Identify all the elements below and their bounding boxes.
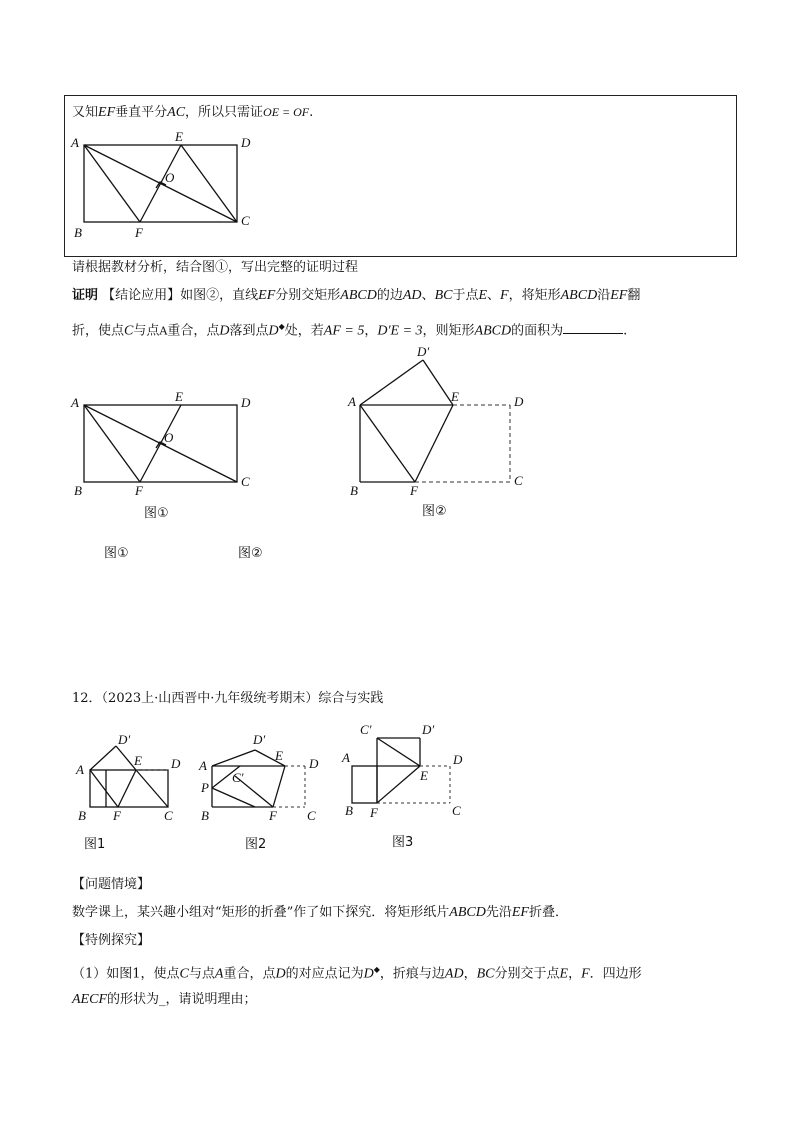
line-af (90, 770, 118, 807)
text-span: ，则矩形 (422, 323, 475, 339)
math-c: C (124, 323, 134, 339)
label-c: C (452, 803, 461, 818)
caption-fig-1-repeat: 图① (104, 546, 129, 561)
math-abcd: ABCD (340, 288, 377, 303)
math-ac: AC (167, 105, 186, 120)
answer-blank[interactable] (563, 321, 623, 334)
label-e: E (134, 753, 142, 768)
figure-3-small (340, 718, 480, 853)
caption-f3: 图3 (392, 835, 414, 850)
text-span: 垂直平分 (115, 105, 168, 120)
line-af (360, 405, 415, 482)
text-span: 折叠． (528, 905, 568, 920)
text-span: 、 (487, 288, 501, 303)
text-span: 翻 (627, 288, 641, 303)
answer-blank[interactable]: _ (159, 992, 166, 1007)
label-c: C (241, 213, 250, 228)
figure-1-small (70, 730, 190, 855)
label-d: D (514, 394, 524, 409)
section-title-special-case: 【特例探究】 (72, 933, 151, 948)
math-ef: EF (98, 105, 116, 120)
text-span: 重合，点 (223, 966, 276, 982)
label-d-prime: D′ (253, 732, 266, 747)
label-a: A (71, 135, 79, 150)
label-c: C (307, 808, 316, 823)
math-ad: AD (444, 966, 464, 982)
text-span: 沿 (597, 288, 611, 303)
label-e: E (451, 389, 459, 404)
conclusion-line-1 (72, 287, 640, 305)
label-o: O (164, 430, 174, 445)
text-span: 先沿 (485, 905, 512, 920)
math-ef: EF (610, 288, 628, 303)
text-span: ， (463, 966, 477, 982)
math-d: D (275, 966, 286, 982)
side-d-prime-e (116, 746, 136, 770)
label-f: F (370, 805, 378, 820)
text-span: ．四边形 (589, 966, 642, 982)
label-e: E (175, 389, 183, 404)
caption-fig-2: 图② (422, 504, 447, 519)
text-span: 与点 (133, 323, 160, 339)
math-d-prime: D (268, 323, 279, 339)
text-span: ，所以只需证 (185, 105, 264, 120)
diagonal (377, 738, 420, 766)
box-figure (60, 125, 280, 240)
text-span: 重合，点 (167, 323, 220, 339)
label-b: B (345, 803, 353, 818)
text-span: 、 (421, 288, 435, 303)
label-a: A (348, 394, 356, 409)
label-b: B (350, 483, 358, 498)
proof-label: 证明 (72, 288, 99, 303)
text-span: 数学课上，某兴趣小组对“矩形的折叠”作了如下探究．将矩形纸片 (72, 905, 450, 920)
side-ad-prime (90, 746, 116, 770)
text-span: ， (568, 966, 582, 982)
label-c-prime: C′ (232, 770, 244, 785)
text-span: 的面积为 (511, 323, 564, 339)
caption-fig-1: 图① (144, 506, 169, 521)
side-ad-prime (360, 360, 423, 405)
crease-ef (118, 770, 136, 807)
math-abcd: ABCD (474, 323, 512, 339)
label-e: E (420, 768, 428, 783)
text-span: 【结论应用】如图②，直线 (102, 288, 259, 303)
math-e: E (478, 288, 488, 303)
math-e: E (559, 966, 569, 982)
label-b: B (201, 808, 209, 823)
math-ad: AD (402, 288, 422, 303)
text-span: 又知 (72, 105, 99, 120)
label-f: F (135, 225, 143, 240)
text-span: 的边 (376, 288, 403, 303)
math-c: C (179, 966, 189, 982)
text-span: 于点 (452, 288, 479, 303)
text-span: 分别交矩形 (275, 288, 341, 303)
math-abcd: ABCD (449, 905, 486, 920)
text-span: 折，使点 (72, 323, 125, 339)
line-ec (181, 145, 237, 222)
math-a: A (159, 324, 168, 338)
math-ef: EF (258, 288, 276, 303)
text-span: . (309, 105, 314, 120)
line-ef (140, 405, 181, 482)
label-b: B (78, 808, 86, 823)
label-o: O (165, 170, 175, 185)
caption-f2: 图2 (245, 837, 267, 852)
label-d: D (241, 395, 251, 410)
figure-1-circled (60, 385, 270, 525)
conclusion-line-2: 折，使点C与点A重合，点D落到点D◆处，若AF = 5，D′E = 3，则矩形ABCD的面积为 . (72, 322, 628, 339)
text-span: 的形状为 (107, 992, 160, 1007)
math-a: A (214, 966, 224, 982)
math-af-eq: AF = 5 (323, 323, 365, 339)
label-a: A (71, 395, 79, 410)
rect-left (90, 770, 168, 807)
label-p: P (201, 780, 209, 795)
label-d-prime: D′ (417, 344, 430, 359)
label-b: B (74, 225, 82, 240)
math-bc: BC (476, 966, 495, 982)
line-af (84, 145, 140, 222)
label-f: F (269, 808, 277, 823)
label-a: A (76, 762, 84, 777)
label-c-prime: C′ (360, 722, 372, 737)
section-title-situation: 【问题情境】 (72, 877, 151, 892)
crease-ef (273, 766, 285, 807)
figure-2-small (195, 730, 330, 855)
math-aecf: AECF (72, 992, 107, 1007)
figure-2-circled (340, 340, 550, 525)
label-d: D (309, 756, 319, 771)
crease-ef (377, 766, 420, 803)
math-d: D (219, 323, 230, 339)
label-d: D (453, 752, 463, 767)
label-d: D (171, 756, 181, 771)
text-span: 落到点 (229, 323, 269, 339)
text-span: ，将矩形 (508, 288, 561, 303)
label-d-prime: D′ (422, 722, 435, 737)
caption-f1: 图1 (84, 837, 106, 852)
text-span: 的对应点记为 (285, 966, 364, 982)
label-f: F (135, 483, 143, 498)
math-abcd: ABCD (560, 288, 598, 303)
line-af (84, 405, 140, 482)
crease-ef (415, 405, 453, 482)
text-span: ，请说明理由； (165, 992, 257, 1007)
math-bc: BC (434, 288, 453, 303)
math-ef: EF (511, 905, 529, 920)
instruction-text: 请根据教材分析，结合图①，写出完整的证明过程 (72, 260, 359, 275)
label-e: E (275, 748, 283, 763)
label-a: A (342, 750, 350, 765)
label-d: D (241, 135, 251, 150)
line-ef (140, 145, 181, 222)
label-b: B (74, 483, 82, 498)
label-e: E (175, 129, 183, 144)
question-1-line-1: （1）如图1，使点C与点A重合，点D的对应点记为D◆，折痕与边AD，BC分别交于点E，F．四边形 (72, 965, 642, 982)
label-d-prime: D′ (118, 732, 131, 747)
text-span: 与点 (188, 966, 215, 982)
math-d-prime: D (363, 966, 374, 982)
edge-1 (212, 750, 255, 766)
text-span: ，折痕与边 (379, 966, 445, 982)
math-oe-of: OE = OF (263, 105, 310, 119)
math-f: F (581, 966, 590, 982)
label-f: F (113, 808, 121, 823)
box-line-1 (72, 103, 313, 122)
label-a: A (199, 758, 207, 773)
label-f: F (410, 483, 418, 498)
question-1-line-2 (72, 991, 257, 1009)
question-12-header: 12．（2023上·山西晋中·九年级统考期末）综合与实践 (72, 691, 384, 706)
text-span: 分别交于点 (494, 966, 560, 982)
line-ec (136, 770, 168, 807)
math-f: F (500, 288, 509, 303)
situation-text (72, 904, 568, 922)
caption-fig-2-repeat: 图② (238, 546, 263, 561)
text-span: ， (364, 323, 378, 339)
label-c: C (241, 474, 250, 489)
label-c: C (164, 808, 173, 823)
text-span: 处，若 (284, 323, 324, 339)
text-span: （1）如图1，使点 (72, 966, 180, 982)
math-de-eq: D′E = 3 (377, 323, 423, 339)
line-p-f (212, 788, 255, 807)
text-span: . (623, 323, 628, 339)
side-d-prime-e (423, 360, 453, 405)
label-c: C (514, 473, 523, 488)
rect-left (352, 766, 377, 803)
